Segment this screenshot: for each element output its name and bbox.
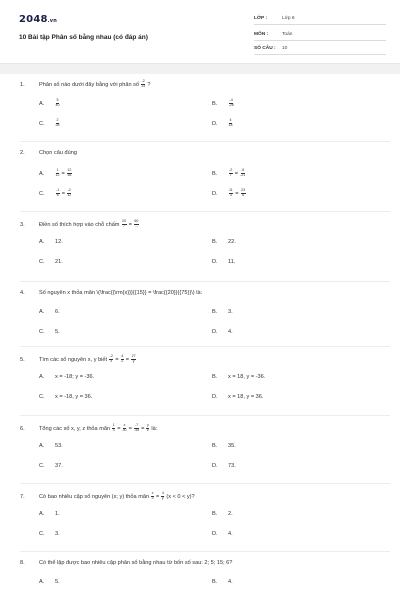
question-prompt: Số nguyên x thỏa mãn \(\frac{{\rm{x}}}{{15}} = \frac{{20}}{{75}}\) là: bbox=[39, 290, 203, 296]
fraction-numerator: 2 bbox=[56, 118, 59, 122]
fraction-denominator: 13 bbox=[141, 83, 146, 88]
fraction-numerator: 11 bbox=[229, 188, 233, 192]
fraction bbox=[229, 99, 234, 108]
meta-value-subject: Toán bbox=[282, 32, 293, 37]
option-text: 6. bbox=[55, 309, 60, 315]
option-text: 35. bbox=[228, 443, 236, 449]
question-number: 3. bbox=[20, 221, 25, 228]
question-divider bbox=[20, 211, 390, 212]
question-text bbox=[20, 150, 77, 156]
fraction-denominator: 7 bbox=[123, 223, 126, 228]
question-prompt: Có bao nhiêu cặp số nguyên (x; y) thỏa mãn bbox=[39, 493, 150, 500]
option-text: 37. bbox=[55, 463, 63, 469]
option-label: C. bbox=[39, 329, 45, 335]
option-text: x = 18, y = -36. bbox=[228, 374, 266, 380]
fraction-denominator: -21 bbox=[240, 172, 246, 177]
option-text: 4. bbox=[228, 531, 233, 537]
question-number: 8. bbox=[20, 560, 25, 566]
fraction-denominator: 3 bbox=[112, 427, 115, 432]
answer-option-b[interactable] bbox=[212, 511, 233, 517]
option-label: A. bbox=[39, 374, 45, 380]
fraction bbox=[241, 189, 246, 198]
answer-option-a[interactable] bbox=[39, 443, 63, 449]
question-number: 7. bbox=[20, 493, 25, 500]
meta-key-class: LỚP : bbox=[254, 16, 268, 21]
fraction-denominator: y bbox=[161, 495, 164, 500]
answer-option-b[interactable] bbox=[212, 169, 246, 178]
answer-option-c[interactable] bbox=[39, 329, 60, 335]
question-suffix: là: bbox=[149, 425, 158, 432]
option-label: A. bbox=[39, 100, 45, 107]
option-text: 12. bbox=[55, 239, 63, 245]
equals-sign: = bbox=[139, 425, 146, 432]
fraction bbox=[229, 189, 234, 198]
option-label: D. bbox=[212, 259, 218, 265]
option-text: 3. bbox=[55, 531, 60, 537]
fraction-denominator: 28 bbox=[55, 122, 60, 127]
option-label: D. bbox=[212, 394, 218, 400]
answer-option-b[interactable] bbox=[212, 579, 233, 585]
answer-option-a[interactable] bbox=[39, 374, 94, 380]
fraction-numerator: 4 bbox=[161, 491, 164, 495]
fraction bbox=[56, 99, 60, 108]
option-label: A. bbox=[39, 443, 45, 449]
question-divider bbox=[20, 551, 390, 552]
answer-option-d[interactable] bbox=[212, 463, 236, 469]
answer-option-a[interactable] bbox=[39, 309, 60, 315]
question-text bbox=[20, 290, 202, 296]
question-number: 5. bbox=[20, 356, 25, 363]
fraction-numerator: 1 bbox=[112, 423, 115, 427]
fraction-denominator: 40 bbox=[55, 102, 60, 107]
answer-option-a[interactable] bbox=[39, 579, 60, 585]
option-text: 4. bbox=[228, 329, 233, 335]
option-label: B. bbox=[212, 170, 218, 177]
option-label: A. bbox=[39, 579, 45, 585]
fraction-numerator: 12 bbox=[67, 168, 72, 172]
option-label: B. bbox=[212, 309, 218, 315]
option-text: 5. bbox=[55, 579, 60, 585]
option-label: B. bbox=[212, 239, 218, 245]
option-label: D. bbox=[212, 531, 218, 537]
option-text: 4. bbox=[228, 579, 233, 585]
option-label: D. bbox=[212, 120, 218, 127]
equals-sign: = bbox=[127, 221, 134, 228]
question-divider bbox=[20, 141, 390, 142]
fraction-denominator: 7 bbox=[229, 172, 232, 177]
fraction-denominator: z bbox=[146, 427, 149, 432]
equals-sign: = bbox=[233, 170, 240, 177]
equals-sign: = bbox=[60, 190, 67, 197]
equals-sign: = bbox=[113, 356, 121, 363]
option-text: x = -18; y = -36. bbox=[55, 374, 95, 380]
answer-option-c[interactable] bbox=[39, 189, 72, 198]
option-label: C. bbox=[39, 531, 45, 537]
answer-option-b[interactable] bbox=[212, 239, 236, 245]
option-label: C. bbox=[39, 259, 45, 265]
option-text: 21. bbox=[55, 259, 63, 265]
fraction-numerator: 4 bbox=[229, 118, 232, 122]
question-divider bbox=[20, 483, 390, 484]
question-prompt: Phân số nào dưới đây bằng với phân số bbox=[39, 81, 140, 88]
option-text: 11. bbox=[228, 259, 236, 265]
fraction bbox=[109, 355, 113, 364]
fraction-numerator: -7 bbox=[134, 423, 139, 427]
answer-option-d[interactable] bbox=[212, 119, 233, 128]
fraction-numerator: -2 bbox=[67, 188, 71, 192]
fraction bbox=[123, 424, 127, 433]
option-label: B. bbox=[212, 443, 218, 449]
fraction-numerator: 27 bbox=[131, 354, 136, 358]
answer-option-a[interactable] bbox=[39, 169, 72, 178]
fraction-numerator: x bbox=[151, 491, 154, 495]
question-prompt: Tìm các số nguyên x, y biết bbox=[39, 356, 108, 363]
fraction bbox=[240, 169, 245, 178]
fraction-denominator: -35 bbox=[133, 427, 140, 432]
option-label: D. bbox=[212, 463, 218, 469]
fraction-denominator: x bbox=[110, 358, 113, 363]
answer-option-a[interactable] bbox=[39, 511, 60, 517]
meta-value-count: 10 bbox=[282, 46, 288, 51]
option-label: B. bbox=[212, 374, 218, 380]
option-text: x = 18, y = 36. bbox=[228, 394, 264, 400]
answer-option-c[interactable] bbox=[39, 463, 63, 469]
fraction-denominator: y bbox=[132, 358, 135, 363]
answer-option-b[interactable] bbox=[212, 374, 265, 380]
fraction bbox=[67, 169, 72, 178]
question-text bbox=[20, 80, 150, 89]
answer-option-d[interactable] bbox=[212, 394, 263, 400]
question-prompt: Chọn câu đúng bbox=[39, 150, 77, 156]
fraction-numerator: 20 bbox=[122, 219, 127, 223]
answer-option-b[interactable] bbox=[212, 309, 233, 315]
meta-key-subject: MÔN : bbox=[254, 32, 269, 37]
equals-sign: = bbox=[60, 170, 67, 177]
question-text bbox=[20, 492, 195, 501]
option-label: D. bbox=[212, 190, 218, 197]
option-text: 73. bbox=[228, 463, 236, 469]
question-prompt: Điền số thích hợp vào chỗ chấm bbox=[39, 221, 120, 228]
fraction bbox=[141, 80, 145, 89]
fraction bbox=[134, 424, 139, 433]
question-number: 2. bbox=[20, 150, 25, 156]
fraction-numerator: 60 bbox=[134, 219, 139, 223]
option-label: C. bbox=[39, 190, 45, 197]
fraction-numerator: 23 bbox=[241, 188, 246, 192]
fraction-denominator: 12 bbox=[55, 172, 60, 177]
answer-option-c[interactable] bbox=[39, 394, 92, 400]
question-number: 1. bbox=[20, 81, 25, 88]
fraction-numerator: -2 bbox=[229, 168, 233, 172]
fraction-denominator: 30 bbox=[122, 427, 127, 432]
fraction-numerator: -5 bbox=[241, 168, 245, 172]
answer-option-b[interactable] bbox=[212, 443, 236, 449]
option-text: 1. bbox=[55, 511, 60, 517]
question-text bbox=[20, 220, 139, 229]
fraction-denominator: ... bbox=[134, 223, 138, 228]
question-text bbox=[20, 355, 137, 364]
option-label: C. bbox=[39, 394, 45, 400]
fraction-denominator: 3 bbox=[151, 495, 154, 500]
header-separator bbox=[0, 63, 400, 74]
fraction bbox=[56, 169, 60, 178]
answer-option-c[interactable] bbox=[39, 259, 63, 265]
site-logo[interactable] bbox=[19, 14, 57, 25]
fraction bbox=[56, 119, 60, 128]
question-text bbox=[20, 424, 157, 433]
question-divider bbox=[20, 281, 390, 282]
fraction-denominator: 3 bbox=[229, 192, 232, 197]
question-prompt: Có thể lập được bao nhiêu cặp phân số bằng nhau từ bốn số sau: 2; 5; 15; 6? bbox=[39, 560, 233, 566]
option-label: B. bbox=[212, 100, 218, 107]
option-label: C. bbox=[39, 120, 45, 127]
logo-main: 2048 bbox=[19, 14, 48, 25]
option-label: B. bbox=[212, 511, 218, 517]
question-number: 4. bbox=[20, 290, 25, 296]
fraction-denominator: 36 bbox=[67, 172, 72, 177]
option-text: 2. bbox=[228, 511, 233, 517]
answer-option-b[interactable] bbox=[212, 99, 234, 108]
answer-option-d[interactable] bbox=[212, 531, 233, 537]
fraction-numerator: 5 bbox=[56, 98, 59, 102]
fraction-numerator: -1 bbox=[56, 188, 60, 192]
question-suffix: (x < 0 < y)? bbox=[164, 493, 195, 500]
fraction-denominator: 6 bbox=[56, 192, 59, 197]
option-text: 5. bbox=[55, 329, 60, 335]
option-label: A. bbox=[39, 309, 45, 315]
question-divider bbox=[20, 415, 390, 416]
question-text bbox=[20, 560, 232, 566]
option-label: A. bbox=[39, 239, 45, 245]
question-divider bbox=[20, 346, 390, 347]
fraction bbox=[67, 189, 71, 198]
fraction-numerator: 4 bbox=[121, 354, 124, 358]
answer-option-d[interactable] bbox=[212, 189, 246, 198]
option-text: 53. bbox=[55, 443, 63, 449]
option-label: D. bbox=[212, 329, 218, 335]
option-label: C. bbox=[39, 463, 45, 469]
fraction-numerator: -2 bbox=[141, 79, 145, 83]
meta-key-count: SỐ CÂU : bbox=[254, 46, 276, 51]
option-text: x = -18, y = 36. bbox=[55, 394, 93, 400]
option-text: 22. bbox=[228, 239, 236, 245]
page-title: 10 Bài tập Phân số bằng nhau (có đáp án) bbox=[19, 34, 148, 41]
fraction-numerator: 1 bbox=[56, 168, 59, 172]
logo-suffix: .vn bbox=[47, 18, 57, 24]
answer-option-a[interactable] bbox=[39, 239, 63, 245]
fraction-numerator: -4 bbox=[229, 98, 233, 102]
option-label: A. bbox=[39, 170, 45, 177]
fraction-denominator: 18 bbox=[228, 122, 233, 127]
question-number: 6. bbox=[20, 425, 25, 432]
answer-option-a[interactable] bbox=[39, 99, 60, 108]
fraction-denominator: -26 bbox=[228, 102, 234, 107]
fraction bbox=[131, 355, 136, 364]
fraction-numerator: -2 bbox=[109, 354, 113, 358]
fraction-denominator: 12 bbox=[67, 192, 72, 197]
option-label: A. bbox=[39, 511, 45, 517]
question-prompt: Tổng các số x, y, z thỏa mãn bbox=[39, 425, 111, 432]
option-label: B. bbox=[212, 579, 218, 585]
answer-option-c[interactable] bbox=[39, 119, 60, 128]
answer-option-d[interactable] bbox=[212, 329, 233, 335]
meta-value-class: Lớp 6 bbox=[282, 16, 295, 21]
option-text: 3. bbox=[228, 309, 233, 315]
fraction-denominator: 6 bbox=[242, 192, 245, 197]
equals-sign: = bbox=[115, 425, 123, 432]
equals-sign: = bbox=[154, 493, 161, 500]
fraction-denominator: 2 bbox=[121, 358, 124, 363]
fraction bbox=[229, 119, 233, 128]
answer-option-d[interactable] bbox=[212, 259, 235, 265]
fraction bbox=[122, 220, 127, 229]
equals-sign: = bbox=[233, 190, 241, 197]
fraction bbox=[134, 220, 139, 229]
fraction-numerator: y bbox=[146, 423, 149, 427]
answer-option-c[interactable] bbox=[39, 531, 60, 537]
fraction-numerator: x bbox=[123, 423, 126, 427]
question-suffix: ? bbox=[145, 81, 151, 88]
equals-sign: = bbox=[127, 425, 134, 432]
equals-sign: = bbox=[124, 356, 131, 363]
